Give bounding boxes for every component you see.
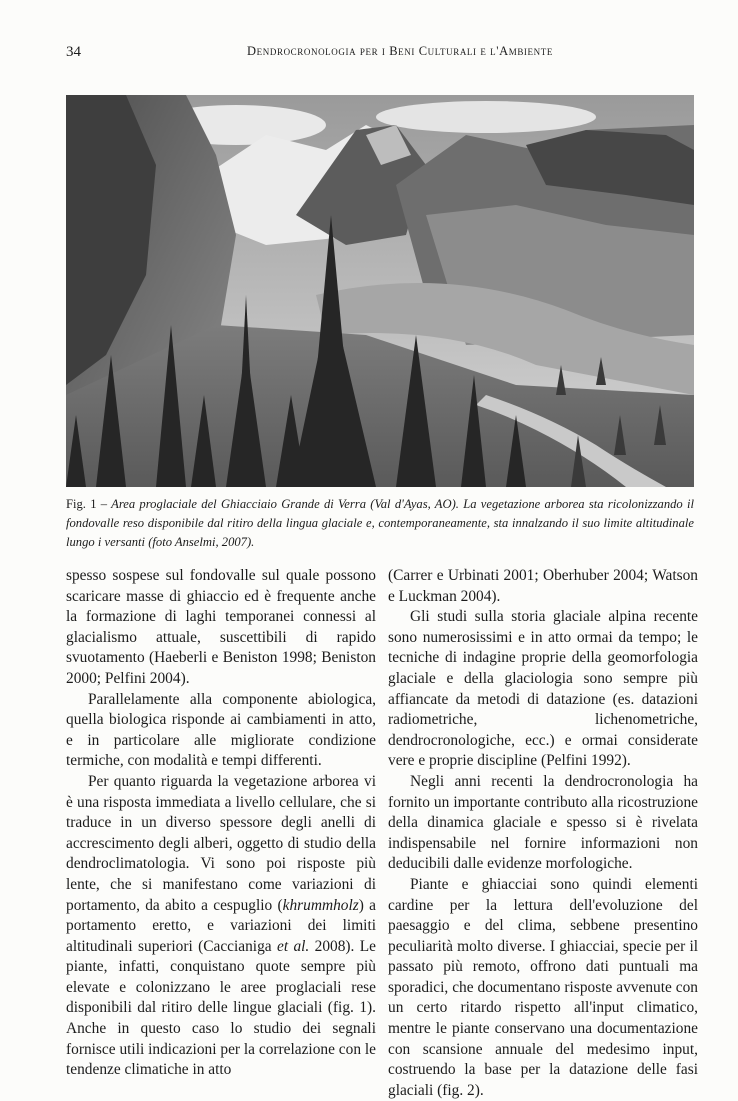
figure-photo: [66, 95, 694, 487]
paragraph: [66, 772, 376, 1081]
paragraph: spesso sospese sul fondovalle sul quale possono scaricare masse di ghiaccio ed è frequente anche la formazione di laghi temporanei connessi al glacialismo attuale, suscettibili di rapido svuotamento (Haeberli e Beniston 1998; Beniston 2000; Pelfini 2004).: [66, 567, 376, 687]
italic-term: khrummholz: [282, 896, 359, 914]
left-column: [66, 566, 376, 1081]
running-title: Dendrocronologia per i Beni Culturali e l'Ambiente: [247, 44, 553, 58]
right-column: [388, 566, 698, 1101]
paragraph: (Carrer e Urbinati 2001; Oberhuber 2004; Watson e Luckman 2004).: [388, 567, 698, 605]
paragraph: Parallelamente alla componente abiologica, quella biologica risponde ai cambiamenti in atto, e in particolare alle migliorate condizione termiche, con modalità e tempi differenti.: [66, 690, 376, 770]
paragraph: Gli studi sulla storia glaciale alpina recente sono numerosissimi e in atto ormai da tempo; le tecniche di indagine proprie della geomorfologia glaciale e della glaciologia sono sempre più affiancate da metodi di datazione (es. datazioni radiometriche, lichenometriche, dendrocronologiche, ecc.) e ormai considerate vere e proprie discipline (Pelfini 1992).: [388, 608, 698, 770]
paragraph: Piante e ghiacciai sono quindi elementi cardine per la lettura dell'evoluzione del paesaggio e del clima, sebbene presentino peculiarità molto diverse. I ghiacciai, specie per il passato più remoto, offrono dati puntuali ma sporadici, che documentano risposte avvenute con un certo ritardo rispetto all'input climatico, mentre le piante conservano una documentazione con scansione annuale del medesimo input, costruendo la base per la datazione delle fasi glaciali (fig. 2).: [388, 875, 698, 1099]
paragraph-text: 2008). Le piante, infatti, conquistano quote sempre più elevate e colonizzano le aree proglaciali rese disponibili dal ritiro delle lingue glaciali (fig. 1). Anche in questo caso lo studio dei segnali fornisce utili indicazioni per la correlazione con le tendenze climatiche in atto: [66, 937, 376, 1079]
italic-term: et al.: [276, 937, 310, 955]
page-number: 34: [66, 44, 81, 60]
paragraph-text: Per quanto riguarda la vegetazione arborea vi è una risposta immediata a livello cellulare, che si traduce in un diverso spessore degli anelli di accrescimento degli alberi, oggetto di studio della dendroclimatologia. Vi sono poi risposte più lente, che si manifestano come variazioni di portamento, da abito a cespuglio (: [66, 772, 376, 914]
figure-label: Fig. 1 –: [66, 497, 108, 511]
figure-caption-text: Area proglaciale del Ghiacciaio Grande di Verra (Val d'Ayas, AO). La vegetazione arborea sta ricolonizzando il fondovalle reso disponibile dal ritiro della lingua glaciale e, contemporaneamente, sta innalzando il suo limite altitudinale lungo i versanti (foto Anselmi, 2007).: [66, 497, 694, 549]
alpine-glacier-valley-photo: [66, 95, 694, 487]
paragraph: Negli anni recenti la dendrocronologia ha fornito un importante contributo alla ricostruzione della dinamica glaciale e spesso si è rivelata indispensabile nel fornire informazioni non deducibili dalle evidenze morfologiche.: [388, 772, 698, 873]
figure-caption: [66, 495, 694, 552]
paragraph-text: ) a portamento eretto, e variazioni dei limiti altitudinali superiori (Caccianiga: [66, 896, 376, 955]
